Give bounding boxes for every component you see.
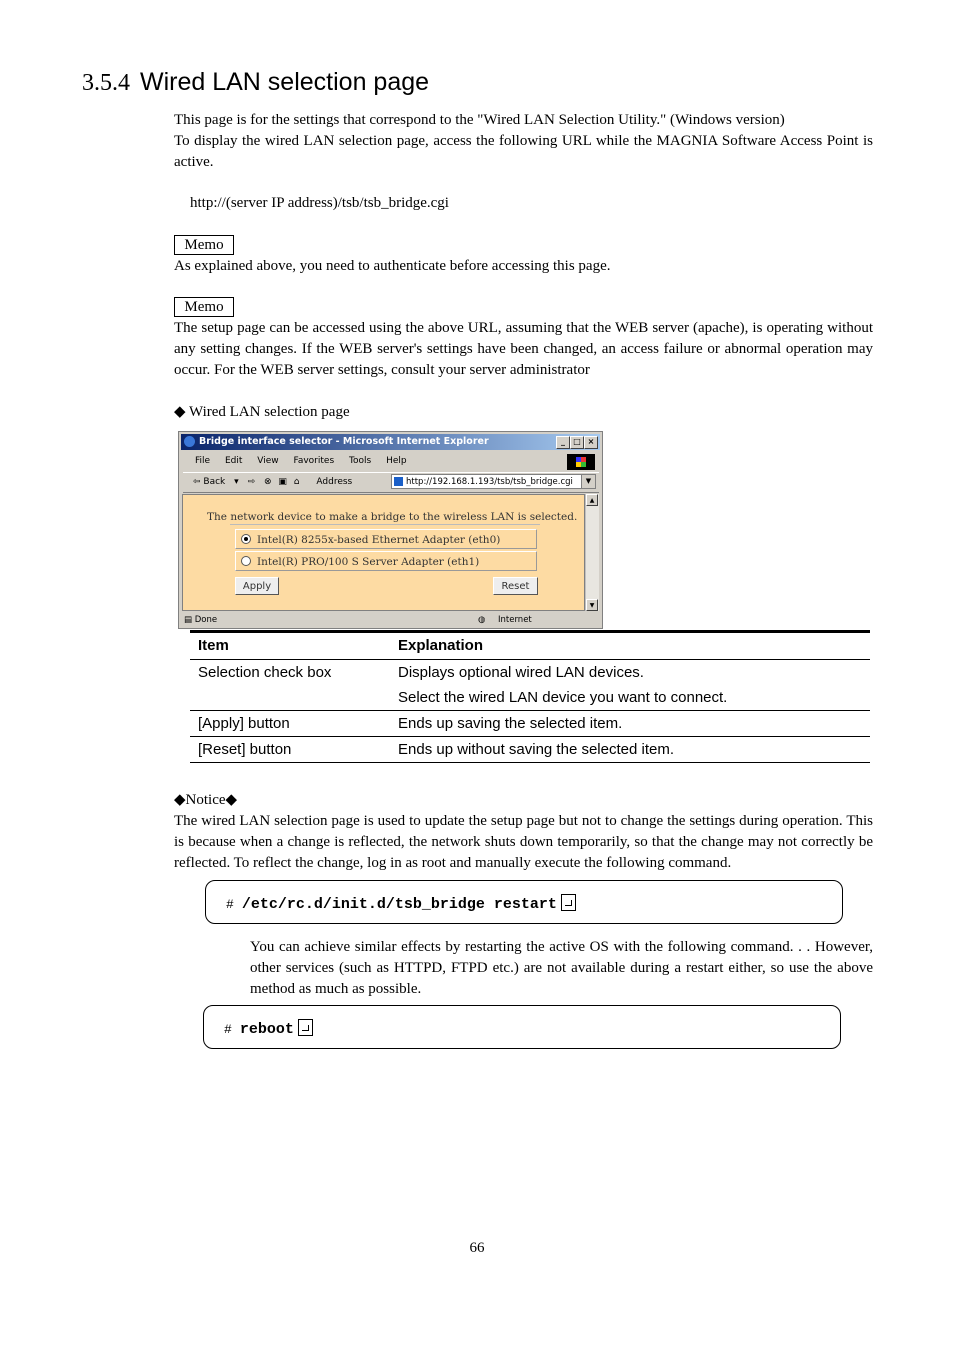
refresh-icon[interactable]: ▣ <box>278 477 287 487</box>
table-row <box>190 685 870 711</box>
header-explanation: Explanation <box>390 632 870 660</box>
cell-explanation: Displays optional wired LAN devices. <box>398 664 644 681</box>
enter-key-icon <box>298 1019 313 1036</box>
command-text: reboot <box>239 1021 294 1038</box>
section-number: 3.5.4 <box>82 70 130 96</box>
vertical-scrollbar[interactable] <box>585 494 599 611</box>
scroll-down-icon[interactable]: ▼ <box>586 599 598 611</box>
command-box-2 <box>203 1005 841 1049</box>
minimize-icon[interactable]: _ <box>556 436 570 449</box>
stop-icon[interactable]: ⊗ <box>263 477 272 487</box>
memo-label-2: Memo <box>174 297 234 317</box>
zone-text: Internet <box>498 615 532 625</box>
intro-line-2: To display the wired LAN selection page, access the following URL while the MAGNIA Software Access Point is active. <box>174 133 873 170</box>
table-row <box>190 660 870 686</box>
radio-option-eth1[interactable] <box>235 551 537 571</box>
ie-icon <box>184 436 195 447</box>
status-text: Done <box>194 615 218 625</box>
command-prompt: # <box>226 897 234 912</box>
group-divider <box>230 524 540 525</box>
menu-help[interactable]: Help <box>386 456 407 466</box>
address-dropdown-icon[interactable]: ▼ <box>581 474 596 489</box>
section-heading <box>82 68 429 97</box>
page-icon: ▤ <box>184 615 193 625</box>
menu-view[interactable]: View <box>257 456 279 466</box>
notice-text: The wired LAN selection page is used to update the setup page but not to change the settings during operation. This is because when a change is reflected, the network shuts down temporarily, so that the change may not correctly be reflected. To reflect the change, log in as root and manually execute the following command. <box>174 813 873 871</box>
cell-item: [Apply] button <box>190 711 390 737</box>
menu-edit[interactable]: Edit <box>224 456 243 466</box>
cell-explanation: Select the wired LAN device you want to connect. <box>390 685 870 711</box>
intro-line-1: This page is for the settings that correspond to the "Wired LAN Selection Utility." (Windows version) <box>174 112 785 128</box>
command-text: /etc/rc.d/init.d/tsb_bridge restart <box>241 896 557 913</box>
radio-button-selected[interactable] <box>241 534 251 544</box>
globe-icon: ◍ <box>478 615 486 625</box>
browser-title-bar <box>181 434 600 450</box>
scroll-up-icon[interactable]: ▲ <box>586 494 598 506</box>
status-bar <box>182 614 599 627</box>
address-bar[interactable]: http://192.168.1.193/tsb/tsb_bridge.cgi <box>391 474 591 489</box>
command-line-1 <box>226 894 576 913</box>
url-text: http://(server IP address)/tsb/tsb_bridge.cgi <box>190 195 449 211</box>
enter-key-icon <box>561 894 576 911</box>
cell-item: [Reset] button <box>190 737 390 763</box>
address-label: Address <box>316 477 353 487</box>
forward-icon[interactable]: ⇨ <box>247 477 256 487</box>
figure-caption: ◆ Wired LAN selection page <box>174 404 350 420</box>
explanation-table <box>190 632 870 763</box>
table-row <box>190 711 870 737</box>
alternative-text: You can achieve similar effects by restarting the active OS with the following command. . . However, other services (such as HTTPD, FTPD etc.) are not available during a restart either, so use the above method as much as possible. <box>250 939 873 997</box>
header-item: Item <box>190 632 390 660</box>
cell-explanation: Ends up without saving the selected item. <box>390 737 870 763</box>
cell-item: Selection check box <box>198 664 332 681</box>
command-line-2 <box>224 1019 313 1038</box>
device-prompt: The network device to make a bridge to the wireless LAN is selected. <box>207 511 578 523</box>
reset-button[interactable]: Reset <box>493 577 538 595</box>
browser-window-screenshot <box>178 431 603 629</box>
apply-button[interactable]: Apply <box>235 577 279 595</box>
back-arrow-icon[interactable]: ⇦ <box>193 477 201 487</box>
browser-page-content <box>182 494 585 611</box>
menu-favorites[interactable]: Favorites <box>293 456 335 466</box>
notice-title: ◆Notice◆ <box>174 792 238 808</box>
command-box-1 <box>205 880 843 924</box>
menu-file[interactable]: File <box>195 456 211 466</box>
menu-tools[interactable]: Tools <box>349 456 372 466</box>
page-number: 66 <box>469 1240 485 1256</box>
option-label-eth0: Intel(R) 8255x-based Ethernet Adapter (eth0) <box>257 534 501 546</box>
table-header-row <box>190 632 870 660</box>
radio-option-eth0[interactable] <box>235 529 537 549</box>
browser-menu-bar <box>183 453 599 470</box>
maximize-icon[interactable]: □ <box>570 436 584 449</box>
command-prompt: # <box>224 1022 232 1037</box>
close-icon[interactable]: × <box>584 436 598 449</box>
table-row <box>190 737 870 763</box>
home-icon[interactable]: ⌂ <box>293 477 300 487</box>
option-label-eth1: Intel(R) PRO/100 S Server Adapter (eth1) <box>257 556 480 568</box>
cell-explanation: Ends up saving the selected item. <box>390 711 870 737</box>
browser-title: Bridge interface selector - Microsoft Internet Explorer <box>199 436 489 447</box>
memo-label-1: Memo <box>174 235 234 255</box>
memo-text-2: The setup page can be accessed using the above URL, assuming that the WEB server (apache), is operating without any setting changes. If the WEB server's settings have been changed, an access failure or abnormal operation may occur. For the WEB server settings, consult your server administrator <box>174 320 873 378</box>
windows-logo-icon <box>567 454 595 470</box>
radio-button[interactable] <box>241 556 251 566</box>
intro-paragraph <box>174 110 873 173</box>
back-button[interactable]: Back <box>203 477 226 487</box>
memo-text-1: As explained above, you need to authenticate before accessing this page. <box>174 258 611 274</box>
section-title: Wired LAN selection page <box>140 68 430 96</box>
dropdown-icon[interactable]: ▾ <box>234 477 239 487</box>
